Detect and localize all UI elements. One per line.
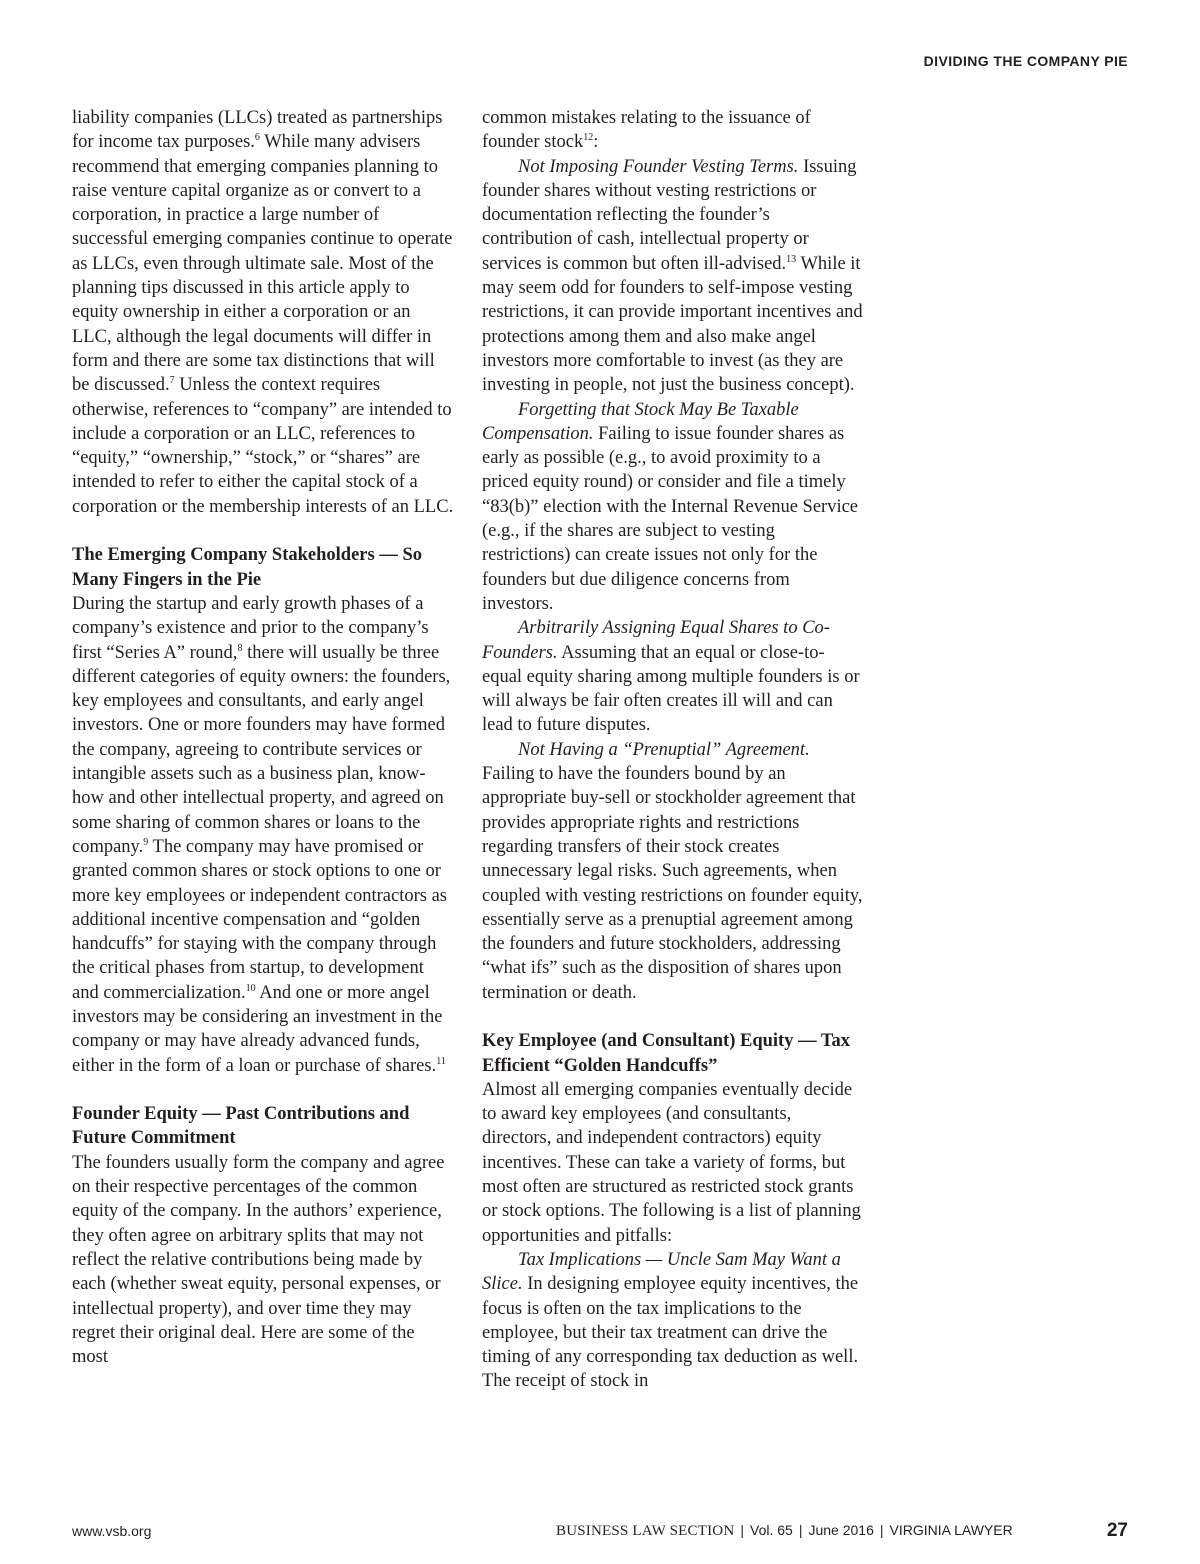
footnote-ref[interactable]: 12: [583, 132, 594, 144]
footer-publication-line: [556, 1522, 1013, 1540]
footer-separator: |: [740, 1522, 745, 1538]
paragraph: common mistakes relating to the issuance of founder stock$^{12}$:: [482, 108, 811, 153]
left-column: [72, 106, 454, 1369]
paragraph: liability companies (LLCs) treated as partnerships for income tax purposes.$^6$ While many advisers recommend that emerging companies planning to raise venture capital organize as or convert to a corporation, in practice a large number of successful emerging companies continue to operate as LLCs, even through ultimate sale. Most of the planning tips discussed in this article apply to equity ownership in either a corporation or an LLC, although the legal documents will differ in form and there are some tax distinctions that will be discussed.$^7$ Unless the context requires otherwise, references to “company” are intended to include a corporation or an LLC, references to “equity,” “ownership,” “stock,” or “shares” are intended to refer to either the capital stock of a corporation or the membership interests of an LLC.: [72, 108, 454, 517]
footnote-ref[interactable]: 10: [245, 982, 256, 994]
footnote-ref[interactable]: 8: [237, 642, 243, 654]
footer-separator: |: [798, 1522, 803, 1538]
footer-section: BUSINESS LAW SECTION: [556, 1523, 735, 1539]
right-column: [482, 106, 864, 1394]
footnote-ref[interactable]: 13: [786, 253, 797, 265]
footer-publication: VIRGINIA LAWYER: [889, 1522, 1013, 1538]
run-in-title: Forgetting that Stock May Be Taxable Compensation.: [482, 399, 799, 444]
footnote-ref[interactable]: 9: [143, 836, 149, 848]
paragraph: Forgetting that Stock May Be Taxable Compensation. Failing to issue founder shares as early as possible (e.g., to avoid proximity to a priced equity round) or consider and file a timely “83(b)” election with the Internal Revenue Service (e.g., if the shares are subject to vesting restrictions) can create issues not only for the founders but due diligence concerns from investors.: [482, 399, 859, 614]
section-heading: Key Employee (and Consultant) Equity — Tax Efficient “Golden Handcuffs”: [482, 1031, 851, 1076]
run-in-title: Not Imposing Founder Vesting Terms.: [518, 156, 799, 177]
paragraph: Arbitrarily Assigning Equal Shares to Co-Founders. Assuming that an equal or close-to-equal equity sharing among multiple founders is or will always be fair often creates ill will and can lead to future disputes.: [482, 618, 860, 736]
footnote-ref[interactable]: 7: [169, 375, 175, 387]
footnote-ref[interactable]: 6: [254, 132, 260, 144]
page-number: 27: [1106, 1520, 1128, 1541]
run-in-title: Tax Implications — Uncle Sam May Want a Slice.: [482, 1249, 841, 1295]
run-in-title: Not Having a “Prenuptial” Agreement.: [518, 739, 810, 760]
footnote-ref[interactable]: 11: [436, 1055, 446, 1067]
paragraph: The founders usually form the company and agree on their respective percentages of the common equity of the company. In the authors’ experience, they often agree on arbitrary splits that may not reflect the relative contributions being made by each (whether sweat equity, personal expenses, or intellectual property), and over time they may regret their original deal. Here are some of the most: [72, 1152, 445, 1368]
section-heading: Founder Equity — Past Contributions and Future Commitment: [72, 1104, 410, 1149]
footer-separator: |: [879, 1522, 884, 1538]
footer-volume: Vol. 65: [750, 1522, 793, 1538]
paragraph: During the startup and early growth phases of a company’s existence and prior to the company’s first “Series A” round,$^8$ there will usually be three different categories of equity owners: the founders, key employees and consultants, and early angel investors. One or more founders may have formed the company, agreeing to contribute services or intangible assets such as a business plan, know-how and other intellectual property, and agreed on some sharing of common shares or loans to the company.$^9$ The company may have promised or granted common shares or stock options to one or more key employees or independent contractors as additional incentive compensation and “golden handcuffs” for staying with the company through the critical phases from startup, to development and commercialization.$^{10}$ And one or more angel investors may be considering an investment in the company or may have already advanced funds, either in the form of a loan or purchase of shares.$^{11}$: [72, 593, 451, 1076]
running-head: DIVIDING THE COMPANY PIE: [923, 53, 1128, 69]
paragraph: Not Having a “Prenuptial” Agreement. Failing to have the founders bound by an appropriate buy-sell or stockholder agreement that provides appropriate rights and restrictions regarding transfers of their stock creates unnecessary legal risks. Such agreements, when coupled with vesting restrictions on founder equity, essentially serve as a prenuptial agreement among the founders and future stockholders, addressing “what ifs” such as the disposition of shares upon termination or death.: [482, 739, 863, 1003]
footer-url[interactable]: www.vsb.org: [72, 1523, 152, 1539]
footer-date: June 2016: [808, 1522, 874, 1538]
paragraph: Not Imposing Founder Vesting Terms. Issuing founder shares without vesting restrictions or documentation reflecting the founder’s contribution of cash, intellectual property or services is common but often ill-advised.$^{13}$ While it may seem odd for founders to self-impose vesting restrictions, it can provide important incentives and protections among them and also make angel investors more comfortable to invest (as they are investing in people, not just the business concept).: [482, 156, 863, 396]
run-in-title: Arbitrarily Assigning Equal Shares to Co-Founders.: [482, 618, 830, 663]
paragraph: Almost all emerging companies eventually decide to award key employees (and consultants, directors, and independent contractors) equity incentives. These can take a variety of forms, but most often are structured as restricted stock grants or stock options. The following is a list of planning opportunities and pitfalls:: [482, 1079, 861, 1246]
paragraph: Tax Implications — Uncle Sam May Want a Slice. In designing employee equity incentives, the focus is often on the tax implications to the employee, but their tax treatment can drive the timing of any corresponding tax deduction as well. The receipt of stock in: [482, 1249, 859, 1392]
section-heading: The Emerging Company Stakeholders — So Many Fingers in the Pie: [72, 545, 422, 590]
